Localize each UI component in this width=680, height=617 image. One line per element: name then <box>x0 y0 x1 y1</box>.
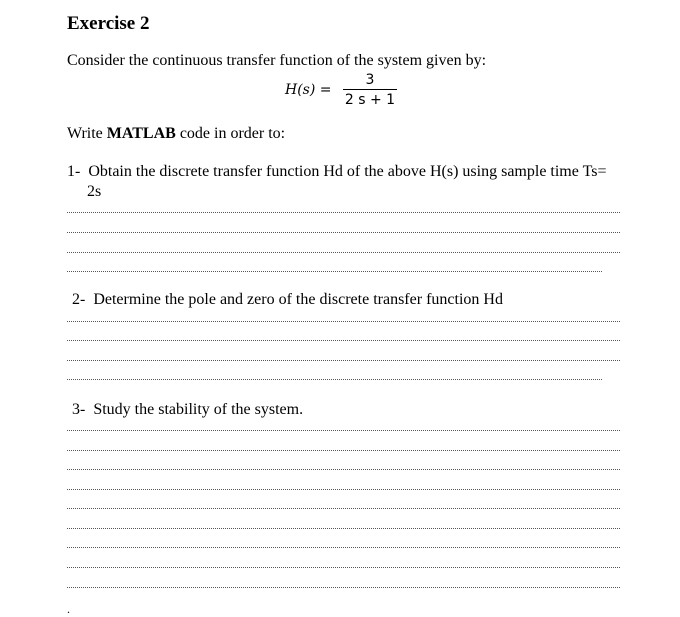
footer-dot: . <box>67 602 70 616</box>
matlab-bold: MATLAB <box>106 125 176 142</box>
answer-line <box>67 430 620 431</box>
question-1-number: 1- <box>67 163 81 180</box>
answer-line <box>67 567 620 568</box>
equation-denominator: 2 s + 1 <box>344 92 396 108</box>
equation-fraction <box>343 72 397 108</box>
answer-line <box>67 360 620 361</box>
answer-line <box>67 489 620 490</box>
question-1-continuation: 2s <box>87 183 102 200</box>
question-2-number: 2- <box>72 291 86 308</box>
answer-line <box>67 252 620 253</box>
question-3 <box>72 401 303 419</box>
question-1-text: Obtain the discrete transfer function Hd of the above H(s) using sample time Ts= <box>88 163 607 180</box>
answer-line <box>67 528 620 529</box>
question-3-number: 3- <box>72 401 86 418</box>
answer-line <box>67 587 620 588</box>
intro-text: Consider the continuous transfer function of the system given by: <box>67 52 487 69</box>
question-2-text: Determine the pole and zero of the discrete transfer function Hd <box>93 291 503 308</box>
exercise-title: Exercise 2 <box>67 13 150 34</box>
answer-line <box>67 508 620 509</box>
answer-line <box>67 379 602 380</box>
answer-line <box>67 212 620 213</box>
answer-line <box>67 232 620 233</box>
answer-line <box>67 340 620 341</box>
answer-line <box>67 450 620 451</box>
answer-line <box>67 547 620 548</box>
answer-line <box>67 271 602 272</box>
equation-lhs: H(s) = <box>285 82 332 98</box>
fraction-bar <box>343 89 397 90</box>
answer-line <box>67 469 620 470</box>
question-1 <box>67 163 606 181</box>
question-2 <box>72 291 503 309</box>
equation-numerator: 3 <box>365 72 375 88</box>
instruction-text: Write MATLAB code in order to: <box>67 125 286 142</box>
question-3-text: Study the stability of the system. <box>93 401 304 418</box>
answer-line <box>67 321 620 322</box>
